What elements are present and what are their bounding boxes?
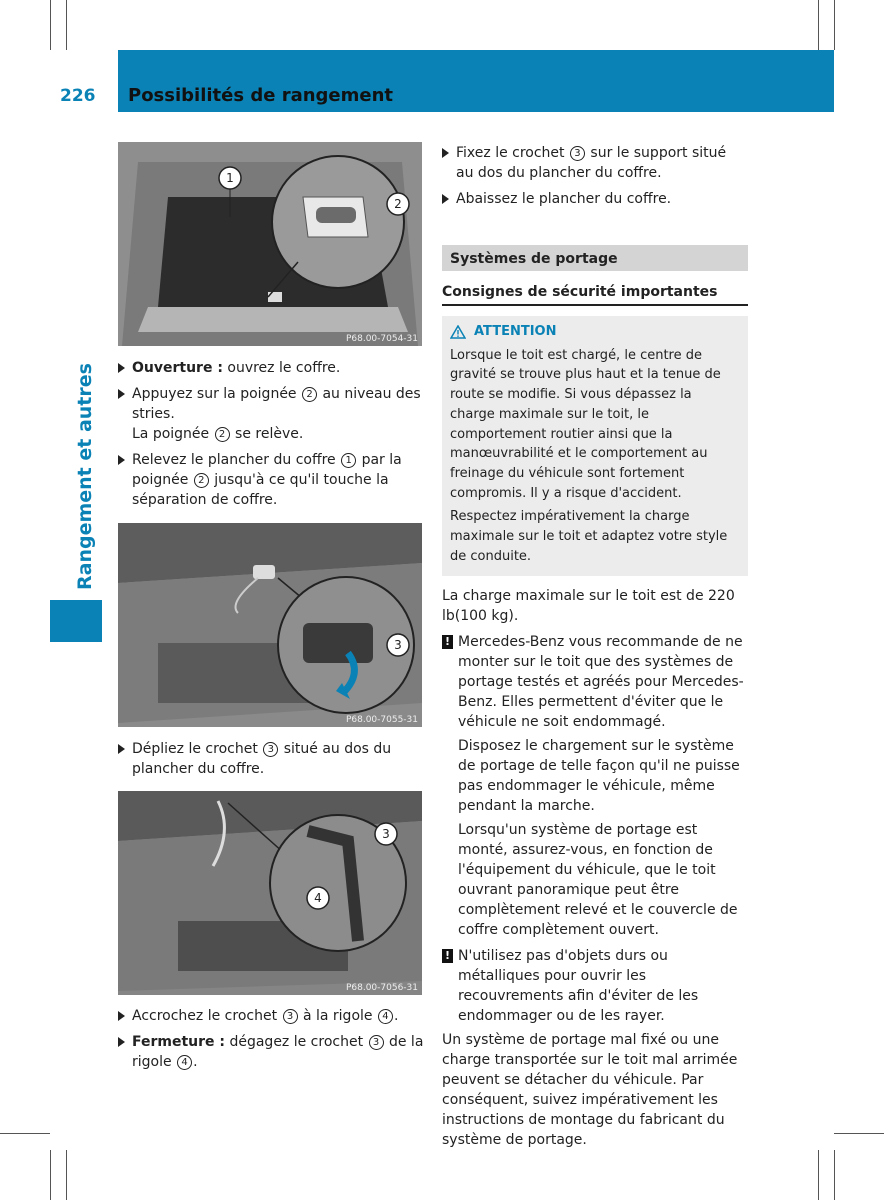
section-heading: Systèmes de portage — [442, 245, 748, 271]
step-result: La poignée 2 se relève. — [132, 426, 304, 442]
subsection-heading: Consignes de sécurité importantes — [442, 282, 748, 306]
step-text: ouvrez le coffre. — [222, 360, 341, 376]
step-close — [118, 1032, 424, 1072]
step-lower-floor — [442, 189, 748, 209]
photo-hook-unfold — [118, 523, 422, 727]
bullet-arrow-icon — [442, 194, 449, 204]
callout-number: 2 — [215, 427, 230, 442]
bullet-arrow-icon — [442, 148, 449, 158]
paragraph-carrier-safety: Un système de portage mal fixé ou une charge transportée sur le toit mal arrimée peuvent se détacher du véhicule. Par conséquent, suivez impérativement les instructions de montage du fabricant du système de portage. — [442, 1032, 738, 1149]
step-open-trunk — [118, 358, 424, 378]
crop-mark — [0, 1133, 50, 1134]
callout-number: 2 — [302, 387, 317, 402]
callout-number: 4 — [177, 1055, 192, 1070]
callout-number: 3 — [570, 146, 585, 161]
step-raise-floor — [118, 450, 424, 510]
crop-mark — [50, 1150, 51, 1200]
photo-trunk-floor — [118, 142, 422, 346]
crop-mark — [834, 1133, 884, 1134]
bullet-arrow-icon — [118, 1011, 125, 1021]
crop-mark — [818, 1150, 819, 1200]
step-label: Ouverture : — [132, 360, 223, 376]
callout-number: 4 — [378, 1009, 393, 1024]
exclamation-icon: ! — [442, 635, 453, 649]
step-text: Appuyez sur la poignée — [132, 386, 301, 402]
page-number: 226 — [60, 86, 96, 106]
step-text: Fixez le crochet — [456, 145, 569, 161]
svg-text:1: 1 — [226, 171, 234, 185]
step-label: Fermeture : — [132, 1034, 226, 1050]
step-text: . — [193, 1054, 198, 1070]
crop-mark — [818, 0, 819, 50]
step-fix-hook — [442, 143, 748, 183]
callout-number: 3 — [263, 742, 278, 757]
warning-triangle-icon — [450, 325, 466, 339]
note-text: N'utilisez pas d'objets durs ou métalliques pour ouvrir les recouvrements afin d'éviter de les endommager ou de les rayer. — [458, 948, 699, 1025]
bullet-arrow-icon — [118, 744, 125, 754]
step-text: . — [393, 1008, 399, 1024]
step-text: par la poignée — [132, 452, 402, 488]
callout-number: 1 — [341, 453, 356, 468]
callout-number: 3 — [283, 1009, 298, 1024]
crop-mark — [834, 1150, 835, 1200]
step-text: jusqu'à ce qu'il touche la séparation de coffre. — [132, 472, 389, 508]
step-press-handle — [118, 384, 424, 444]
warning-text: Lorsque le toit est chargé, le centre de gravité se trouve plus haut et la tenue de route se modifie. Si vous dépassez la charge maximale sur le toit, le comportement routier ainsi que la manœuvrabilité et le comportement au freinage du véhicule sont fortement compromis. Il y a risque d'accident. — [450, 347, 721, 501]
svg-text:2: 2 — [394, 197, 402, 211]
bullet-arrow-icon — [118, 1037, 125, 1047]
step-text: de la rigole — [132, 1034, 424, 1070]
svg-text:3: 3 — [382, 827, 390, 841]
crop-mark — [50, 0, 51, 50]
step-text: dégagez le crochet — [225, 1034, 368, 1050]
step-unfold-hook — [118, 739, 424, 779]
bullet-arrow-icon — [118, 389, 125, 399]
side-tab — [50, 600, 102, 642]
step-text: Relevez le plancher du coffre — [132, 452, 341, 468]
bullet-arrow-icon — [118, 363, 125, 373]
note-box — [442, 946, 748, 1026]
exclamation-icon: ! — [442, 949, 453, 963]
step-text: Abaissez le plancher du coffre. — [456, 191, 672, 207]
step-text: situé au dos du plancher du coffre. — [132, 741, 392, 777]
warning-title: ATTENTION — [474, 324, 557, 339]
photo-hook-groove — [118, 791, 422, 995]
note-box — [442, 632, 748, 940]
page-title: Possibilités de rangement — [128, 85, 394, 106]
note-text: Mercedes-Benz vous recommande de ne monter sur le toit que des systèmes de portage testés et agréés pour Mercedes-Benz. Elles permettent d'éviter que le véhicule ne soit endommagé. — [458, 634, 744, 731]
photo-code: P68.00-7055-31 — [345, 715, 418, 725]
crop-mark — [66, 1150, 67, 1200]
callout-number: 2 — [194, 473, 209, 488]
side-tab-label: Rangement et autres — [74, 363, 96, 590]
photo-code: P68.00-7054-31 — [345, 334, 418, 344]
step-text: sur le support situé au dos du plancher du coffre. — [456, 145, 727, 181]
crop-mark — [66, 0, 67, 50]
callout-number: 3 — [369, 1035, 384, 1050]
crop-mark — [834, 0, 835, 50]
step-text: Dépliez le crochet — [132, 741, 263, 757]
svg-text:3: 3 — [394, 638, 402, 652]
step-text: au niveau des stries. — [132, 386, 421, 422]
note-text: Lorsqu'un système de portage est monté, assurez-vous, en fonction de l'équipement du véhicule, que le toit ouvrant panoramique peut être complètement relevé et le couvercle de coffre complètement ouvert. — [458, 822, 738, 939]
warning-box — [442, 316, 748, 576]
step-text: Accrochez le crochet — [132, 1008, 282, 1024]
warning-text: Respectez impérativement la charge maximale sur le toit et adaptez votre style de conduite. — [450, 509, 728, 564]
svg-text:4: 4 — [314, 891, 322, 905]
step-text: à la rigole — [298, 1008, 377, 1024]
note-text: Disposez le chargement sur le système de portage de telle façon qu'il ne puisse pas endommager le véhicule, même pendant la marche. — [458, 738, 740, 815]
paragraph-max-load: La charge maximale sur le toit est de 220 lb(100 kg). — [442, 588, 735, 625]
step-hook-groove — [118, 1006, 424, 1026]
bullet-arrow-icon — [118, 455, 125, 465]
photo-code: P68.00-7056-31 — [345, 983, 418, 993]
header-divider — [116, 50, 118, 112]
